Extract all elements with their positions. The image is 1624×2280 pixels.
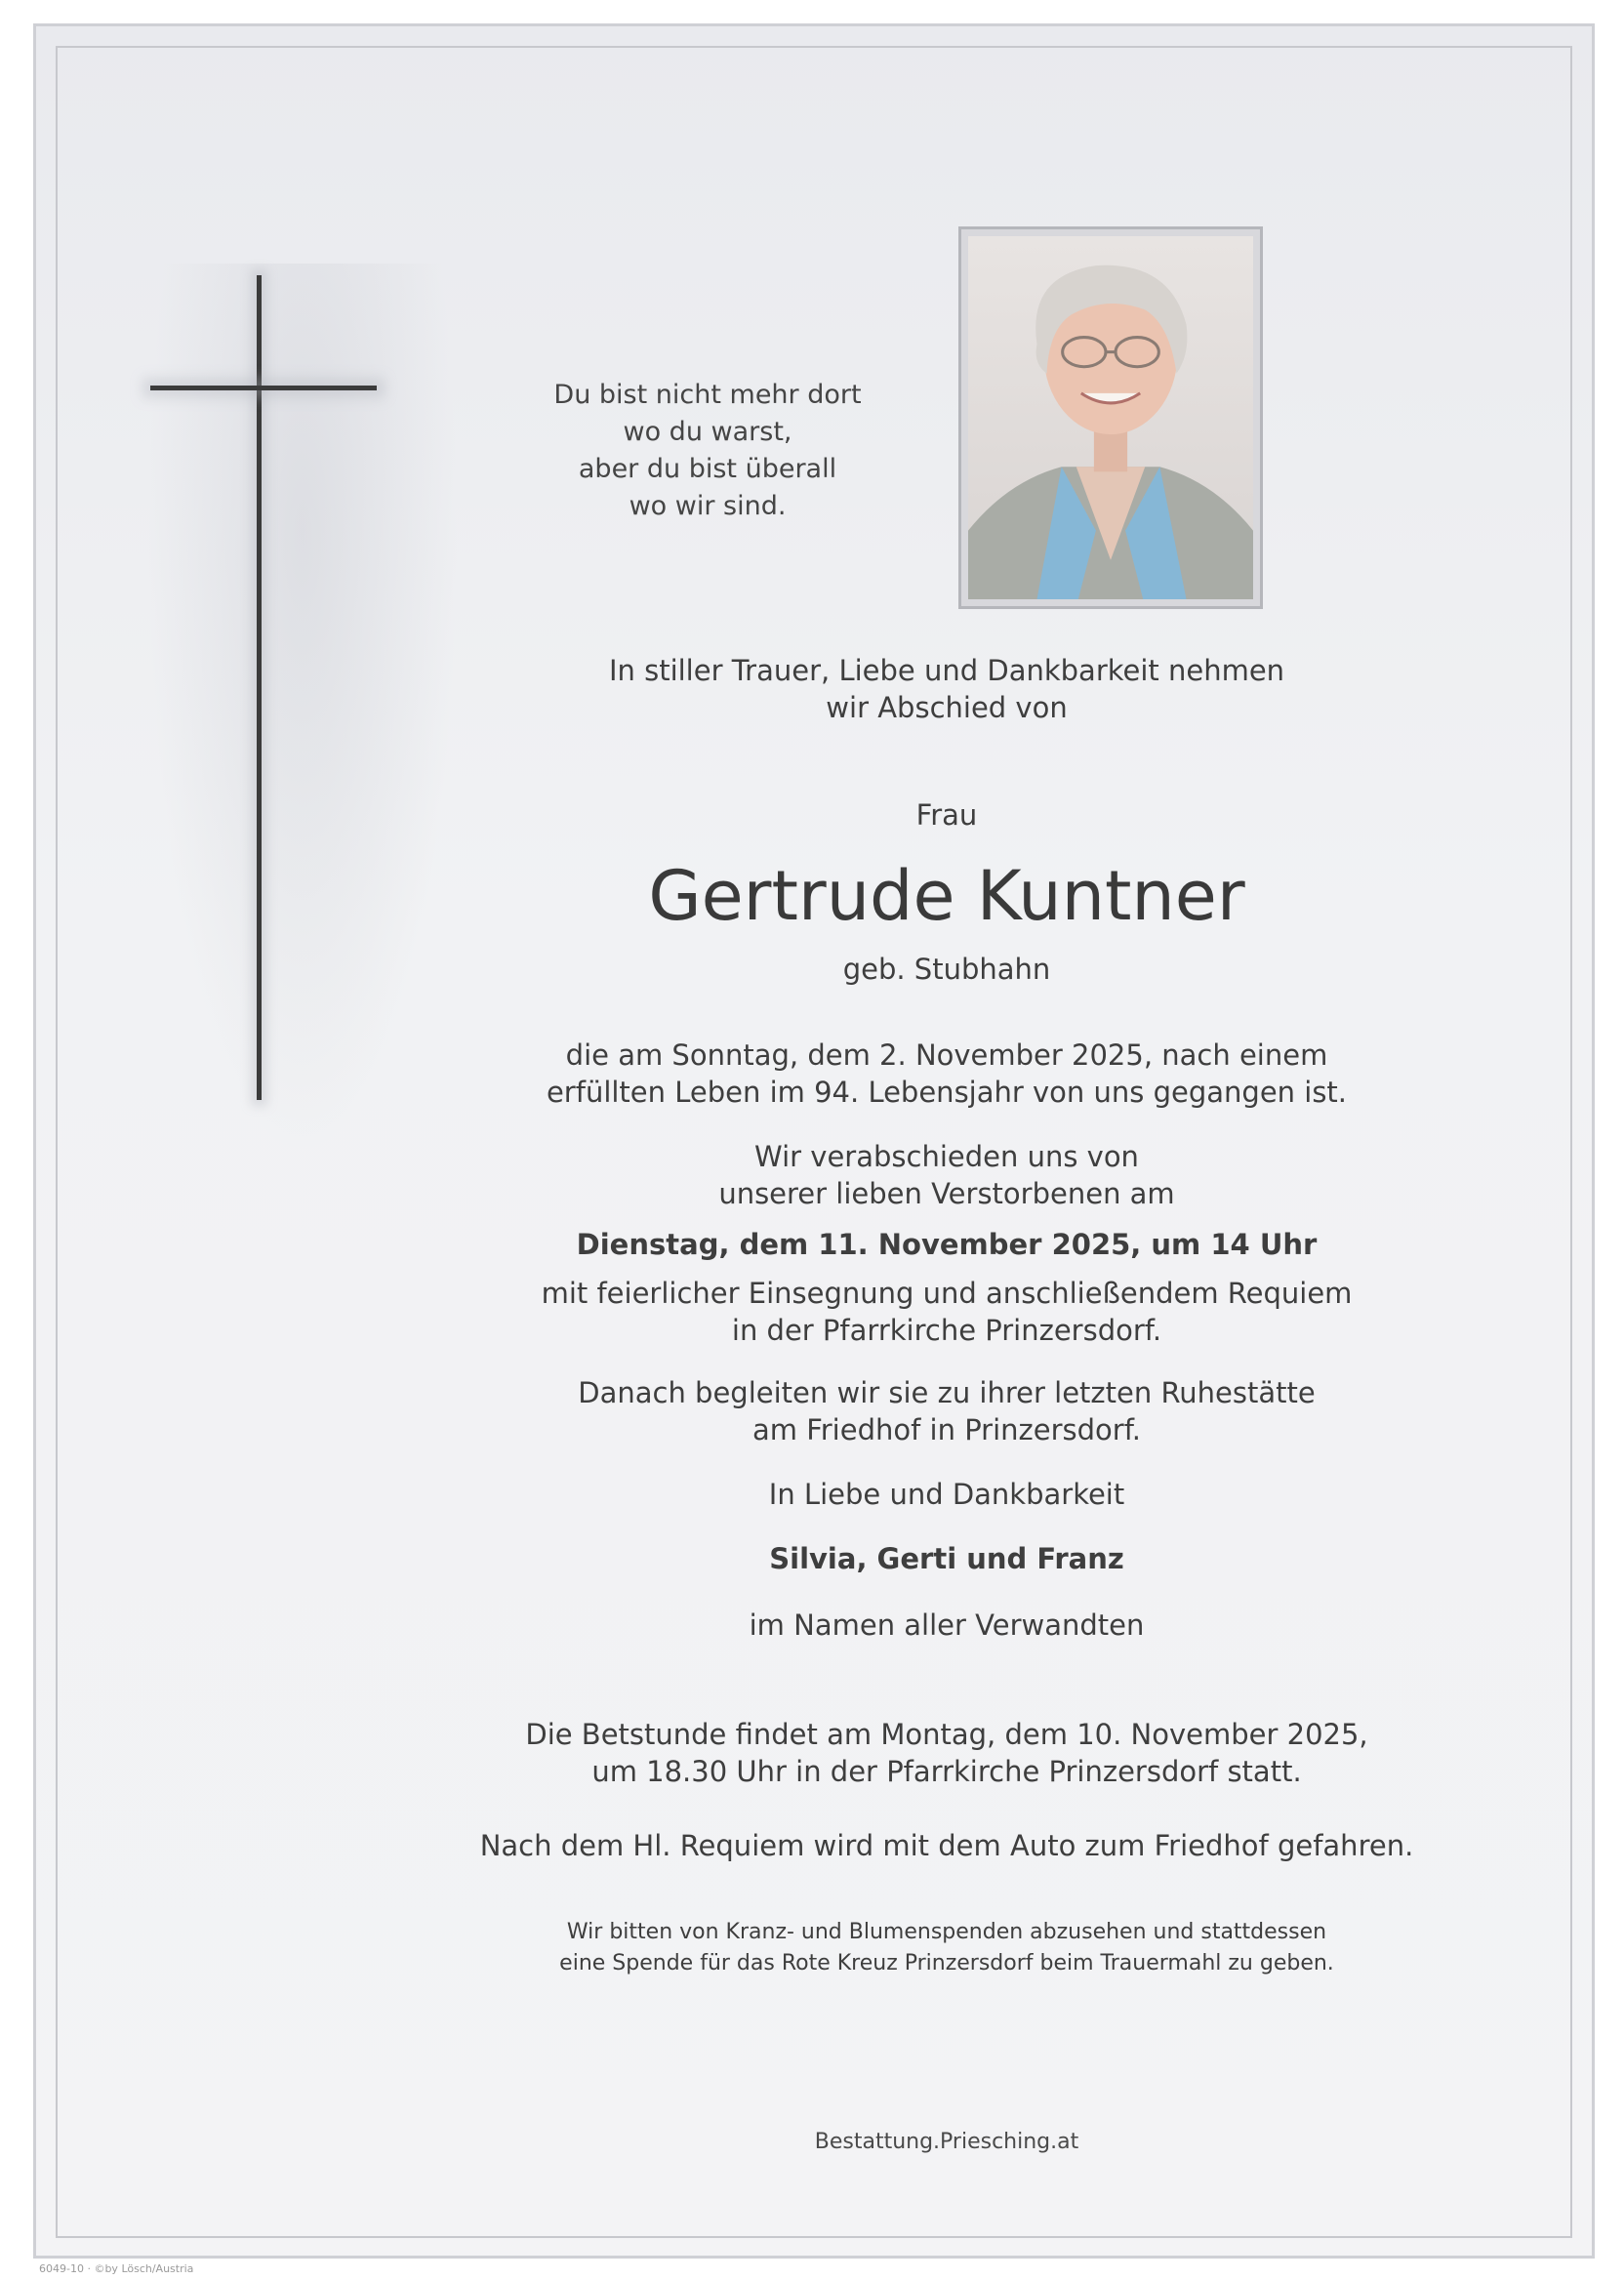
farewell-intro-line: Wir verabschieden uns von <box>754 1140 1139 1173</box>
family-names: Silvia, Gerti und Franz <box>769 1542 1124 1575</box>
funeral-date-text: Dienstag, dem 11. November 2025, um 14 Uhr <box>576 1228 1318 1261</box>
verse-line: wo du warst, <box>623 417 792 447</box>
prayer-hour-line: um 18.30 Uhr in der Pfarrkirche Prinzersdorf statt. <box>591 1755 1302 1788</box>
death-notice <box>410 1037 1483 1111</box>
closing-text: In Liebe und Dankbarkeit <box>768 1478 1125 1511</box>
prayer-hour <box>410 1716 1483 1790</box>
requiem-note <box>410 1827 1483 1864</box>
print-code: 6049-10 · ©by Lösch/Austria <box>39 2262 194 2275</box>
verse-line: Du bist nicht mehr dort <box>553 380 862 410</box>
donation-note-line: eine Spende für das Rote Kreuz Prinzersdorf beim Trauermahl zu geben. <box>559 1951 1334 1975</box>
maiden-name-text: geb. Stubhahn <box>842 953 1051 986</box>
farewell-intro <box>410 1138 1483 1212</box>
intro-line: In stiller Trauer, Liebe und Dankbarkeit nehmen <box>608 654 1285 687</box>
cross-vertical-bar <box>257 275 262 1100</box>
relatives <box>410 1607 1483 1644</box>
salutation-text: Frau <box>915 798 978 832</box>
maiden-name <box>410 951 1483 988</box>
intro-line: wir Abschied von <box>826 691 1068 724</box>
intro-block <box>410 652 1483 726</box>
verse-line: wo wir sind. <box>629 491 787 521</box>
ceremony <box>410 1275 1483 1349</box>
portrait-photo <box>958 226 1263 609</box>
burial-line: Danach begleiten wir sie zu ihrer letzten Ruhestätte <box>578 1376 1316 1409</box>
donation-note <box>410 1917 1483 1979</box>
verse-line: aber du bist überall <box>578 454 837 484</box>
death-notice-line: erfüllten Leben im 94. Lebensjahr von uns gegangen ist. <box>546 1076 1348 1109</box>
family <box>410 1540 1483 1577</box>
memorial-verse <box>488 377 927 525</box>
cross-horizontal-bar <box>150 386 377 390</box>
prayer-hour-line: Die Betstunde findet am Montag, dem 10. November 2025, <box>525 1718 1368 1751</box>
portrait-image <box>968 236 1253 599</box>
deceased-name-text: Gertrude Kuntner <box>648 856 1245 936</box>
relatives-text: im Namen aller Verwandten <box>749 1608 1145 1642</box>
ceremony-line: mit feierlicher Einsegnung und anschließendem Requiem <box>541 1277 1353 1310</box>
burial-line: am Friedhof in Prinzersdorf. <box>751 1413 1142 1446</box>
undertaker <box>410 2124 1483 2161</box>
donation-note-line: Wir bitten von Kranz- und Blumenspenden abzusehen und stattdessen <box>566 1920 1327 1944</box>
farewell-intro-line: unserer lieben Verstorbenen am <box>718 1177 1175 1210</box>
undertaker-link-text: Bestattung.Priesching.at <box>814 2130 1079 2154</box>
closing <box>410 1476 1483 1513</box>
salutation <box>410 796 1483 834</box>
deceased-name <box>410 857 1483 935</box>
death-notice-line: die am Sonntag, dem 2. November 2025, nach einem <box>565 1038 1328 1072</box>
requiem-note-text: Nach dem Hl. Requiem wird mit dem Auto zum Friedhof gefahren. <box>479 1829 1414 1862</box>
burial <box>410 1374 1483 1448</box>
ceremony-line: in der Pfarrkirche Prinzersdorf. <box>731 1314 1162 1347</box>
funeral-date <box>410 1226 1483 1263</box>
